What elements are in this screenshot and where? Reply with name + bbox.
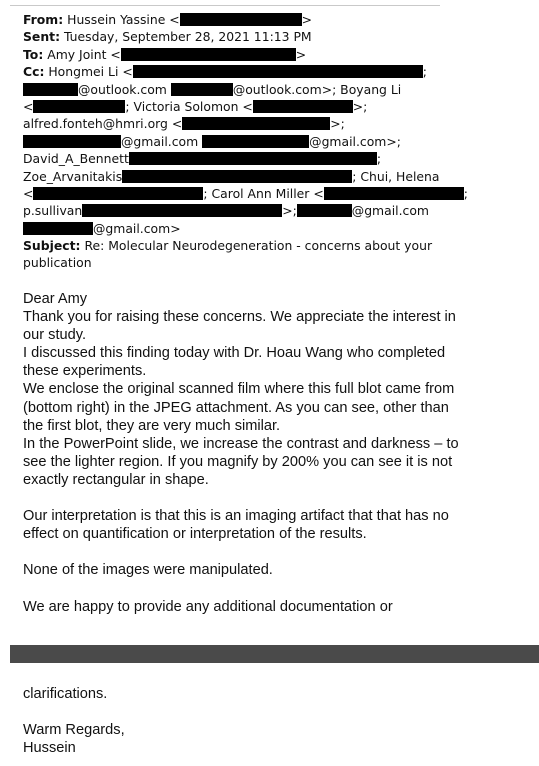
body-line: Our interpretation is that this is an imaging artifact that that has no [23,508,449,525]
redaction [202,135,309,148]
from-label: From: [23,12,64,27]
cc-sep: ; [376,151,381,167]
redaction [133,65,423,78]
cc-line-10 [23,220,528,237]
salutation: Dear Amy [23,291,88,307]
body-line: (bottom right) in the JPEG attachment. As you can see, other than [23,399,449,416]
sent-line [23,28,528,45]
cc-line-7 [23,168,528,185]
cc-gmail-3: @gmail.com [351,203,430,219]
cc-line-4 [23,115,528,132]
redaction [33,100,125,113]
subject-line-2 [23,254,528,271]
body-line: exactly rectangular in shape. [23,471,209,488]
to-line [23,46,528,63]
from-close: > [301,12,313,27]
body-line: We enclose the original scanned film where this full blot came from [23,381,455,398]
redaction [122,170,352,183]
body-line: None of the images were manipulated. [23,562,273,579]
cc-chui: ; Chui, Helena [352,168,440,184]
cc-outlook-2: @outlook.com>; Boyang Li [232,81,402,97]
to-label: To: [23,46,44,62]
sent-value: Tuesday, September 28, 2021 11:13 PM [63,29,312,45]
redaction [23,222,93,235]
cc-line-9 [23,202,528,219]
redaction [253,100,353,113]
email-tail [23,685,523,757]
cc-sep: > [282,203,293,219]
cc-label: Cc: [23,64,45,80]
redaction [180,13,302,26]
body-line: effect on quantification or interpretation of the results. [23,526,367,543]
cc-sep: ; [463,185,468,201]
body-line: Thank you for raising these concerns. We appreciate the interest in [23,309,456,326]
cc-line-6 [23,150,528,167]
cc-value: Hongmei Li < [48,64,133,80]
cc-david: David_A_Bennett [23,151,129,167]
cc-gmail-1: @gmail.com [121,133,199,149]
body-line: clarifications. [23,686,108,702]
cc-line-8 [23,185,528,202]
from-line [23,11,528,28]
cc-line-3 [23,98,528,115]
email-body [23,290,523,616]
cc-line-5 [23,133,528,150]
cc-lt: < [23,98,34,114]
subject-line [23,237,528,254]
sent-label: Sent: [23,29,61,45]
cc-sep: ; [340,116,345,132]
subject-label: Subject: [23,238,81,254]
subject-value: Re: Molecular Neurodegeneration - concerns about your [84,238,433,254]
cc-line-2 [23,81,528,98]
cc-carol: ; Carol Ann Miller < [203,185,324,201]
cc-sep: ; [422,64,427,80]
from-value: Hussein Yassine < [67,12,180,27]
redaction [121,48,296,61]
cc-sep: > [352,98,364,114]
body-line: We are happy to provide any additional documentation or [23,598,393,615]
body-line: I discussed this finding today with Dr. Hoau Wang who completed [23,345,446,362]
cc-lt: < [23,185,34,201]
to-close: > [295,46,307,62]
body-line: the first blot, they are very much similar. [23,417,281,434]
redaction [33,187,203,200]
redaction [23,135,121,148]
redaction [129,152,377,165]
cc-sep: ; [363,98,368,114]
top-divider [10,5,440,6]
cc-gmail-4: @gmail.com> [93,220,181,236]
cc-alfred: alfred.fonteh@hmri.org < [23,116,183,132]
cc-zoe: Zoe_Arvanitakis [23,168,123,184]
redaction [82,204,282,217]
email-header [23,11,528,272]
cc-sep: ; [292,203,297,219]
body-line: see the lighter region. If you magnify by 200% you can see it is not [23,453,453,470]
subject-value-cont: publication [23,255,92,271]
redaction [171,83,233,96]
body-line: In the PowerPoint slide, we increase the contrast and darkness – to [23,435,459,452]
body-line: our study. [23,327,86,344]
page-break-bar [10,645,539,663]
cc-victoria: ; Victoria Solomon < [125,98,253,114]
to-value: Amy Joint < [47,46,121,62]
cc-psullivan: p.sullivan [23,203,83,219]
cc-gmail-2: @gmail.com>; [309,133,401,149]
redaction [182,117,330,130]
cc-outlook-1: @outlook.com [78,81,167,97]
body-line: these experiments. [23,363,147,380]
cc-sep: > [330,116,341,132]
redaction [324,187,464,200]
signature-name: Hussein [23,740,76,757]
closing: Warm Regards, [23,722,125,739]
cc-line [23,63,528,80]
redaction [297,204,352,217]
redaction [23,83,78,96]
